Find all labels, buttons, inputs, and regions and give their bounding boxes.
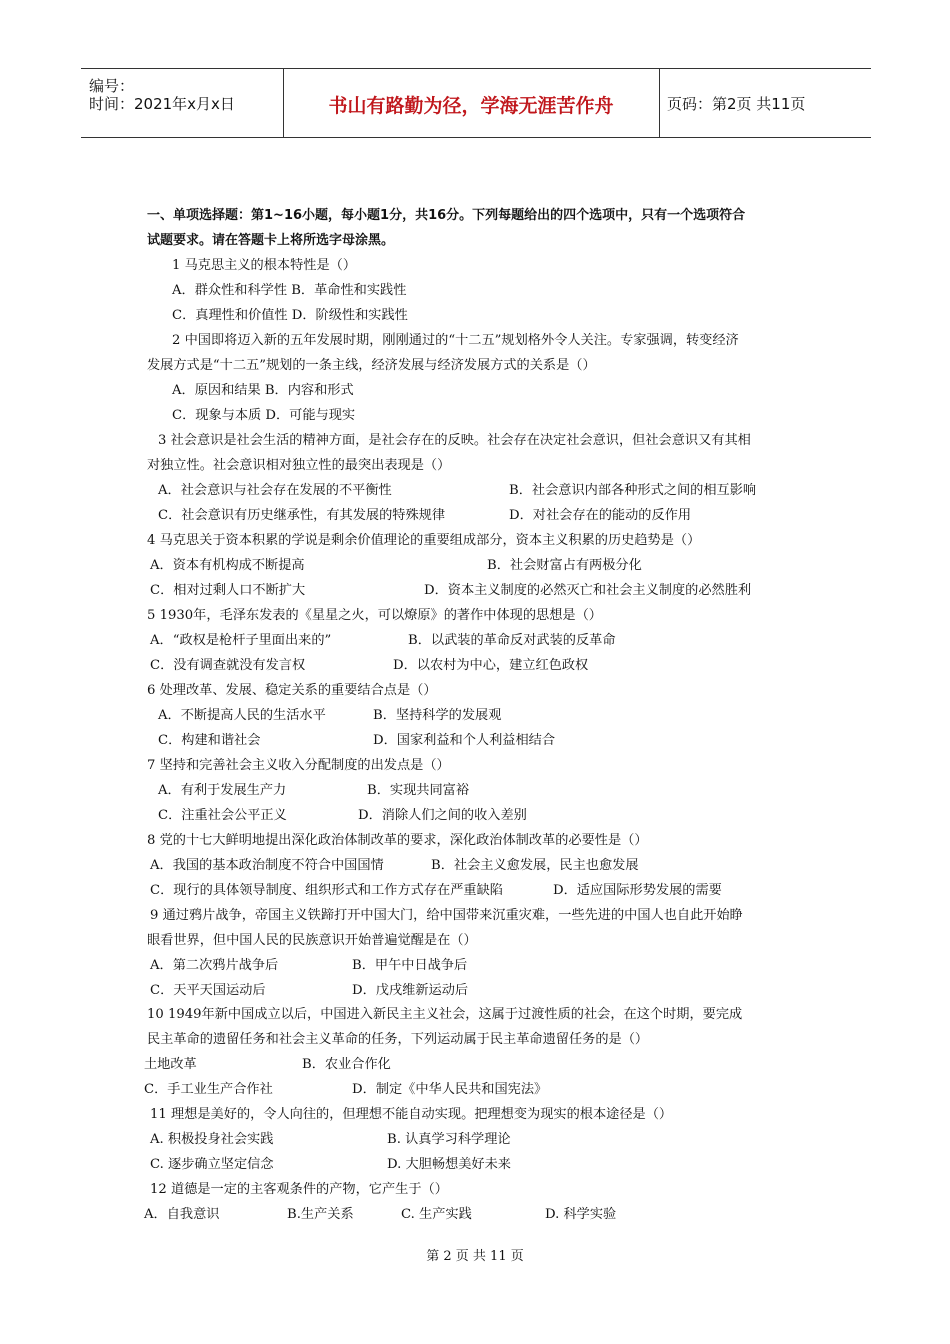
option-6a: A．不断提高人民的生活水平: [158, 708, 326, 723]
option-11b: B. 认真学习科学理论: [387, 1132, 511, 1147]
option-7a: A．有利于发展生产力: [158, 783, 287, 798]
option-3a: A．社会意识与社会存在发展的不平衡性: [158, 483, 392, 498]
option-5c: C．没有调查就没有发言权: [150, 658, 306, 673]
option-8b: B．社会主义愈发展，民主也愈发展: [431, 858, 639, 873]
header-page-cell: [659, 69, 871, 137]
option-8c: C．现行的具体领导制度、组织形式和工作方式存在严重缺陷: [150, 883, 503, 898]
question-3: 3 社会意识是社会生活的精神方面，是社会存在的反映。社会存在决定社会意识，但社会意识又有其相: [158, 433, 751, 448]
option-9d: D．戊戌维新运动后: [352, 983, 469, 998]
option-12b: B.生产关系: [287, 1207, 354, 1222]
question-8: 8 党的十七大鲜明地提出深化政治体制改革的要求，深化政治体制改革的必要性是（）: [147, 833, 648, 848]
header-motto-cell: [283, 69, 660, 137]
option-12c: C. 生产实践: [401, 1207, 472, 1222]
header-page-info: 页码：第2页 共11页: [667, 95, 806, 113]
page-header: [81, 68, 871, 138]
option-11c: C. 逐步确立坚定信念: [150, 1157, 274, 1172]
option-4a: A．资本有机构成不断提高: [150, 558, 305, 573]
option-12a: A．自我意识: [144, 1207, 220, 1222]
option-6d: D．国家利益和个人利益相结合: [373, 733, 556, 748]
option-4d: D．资本主义制度的必然灭亡和社会主义制度的必然胜利: [424, 583, 752, 598]
option-9a: A．第二次鸦片战争后: [150, 958, 279, 973]
options-1a: A．群众性和科学性 B．革命性和实践性: [172, 283, 407, 298]
option-9b: B．甲午中日战争后: [352, 958, 468, 973]
option-9c: C．天平天国运动后: [150, 983, 266, 998]
option-11a: A. 积极投身社会实践: [150, 1132, 274, 1147]
option-3c: C．社会意识有历史继承性，有其发展的特殊规律: [158, 508, 446, 523]
question-7: 7 坚持和完善社会主义收入分配制度的出发点是（）: [147, 758, 450, 773]
option-5b: B．以武装的革命反对武装的反革命: [408, 633, 616, 648]
option-7d: D．消除人们之间的收入差别: [358, 808, 527, 823]
question-5: 5 1930年，毛泽东发表的《星星之火，可以燎原》的著作中体现的思想是（）: [147, 608, 602, 623]
option-7c: C．注重社会公平正义: [158, 808, 287, 823]
section-title: 一、单项选择题：第1~16小题，每小题1分，共16分。下列每题给出的四个选项中，只有一个选项符合: [147, 208, 746, 223]
option-12d: D. 科学实验: [545, 1207, 617, 1222]
options-2b: C．现象与本质 D．可能与现实: [172, 408, 356, 423]
option-6b: B．坚持科学的发展观: [373, 708, 502, 723]
header-motto: 书山有路勤为径，学海无涯苦作舟: [328, 95, 614, 117]
option-10d: D．制定《中华人民共和国宪法》: [352, 1082, 548, 1097]
question-1: 1 马克思主义的根本特性是（）: [172, 258, 357, 273]
question-9-cont: 眼看世界，但中国人民的民族意识开始普遍觉醒是在（）: [147, 933, 477, 948]
option-3b: B．社会意识内部各种形式之间的相互影响: [509, 483, 757, 498]
option-5a: A．“政权是枪杆子里面出来的”: [150, 633, 332, 648]
option-7b: B．实现共同富裕: [367, 783, 470, 798]
document-number-label: 编号：: [89, 77, 135, 95]
question-10: 10 1949年新中国成立以后，中国进入新民主主义社会，这属于过渡性质的社会，在这个时期，要完成: [147, 1007, 743, 1022]
option-8d: D．适应国际形势发展的需要: [553, 883, 722, 898]
option-10a: 土地改革: [144, 1057, 197, 1072]
option-3d: D．对社会存在的能动的反作用: [509, 508, 692, 523]
question-10-cont: 民主革命的遗留任务和社会主义革命的任务，下列运动属于民主革命遗留任务的是（）: [147, 1032, 649, 1047]
question-9: 9 通过鸦片战争，帝国主义铁蹄打开中国大门，给中国带来沉重灾难，一些先进的中国人也自此开始睁: [150, 908, 743, 923]
option-8a: A．我国的基本政治制度不符合中国国情: [150, 858, 384, 873]
page-footer: 第 2 页 共 11 页: [426, 1249, 524, 1264]
options-2a: A．原因和结果 B．内容和形式: [172, 383, 354, 398]
section-title-cont: 试题要求。请在答题卡上将所选字母涂黑。: [147, 233, 395, 248]
option-4c: C．相对过剩人口不断扩大: [150, 583, 306, 598]
option-11d: D. 大胆畅想美好未来: [387, 1157, 511, 1172]
question-12: 12 道德是一定的主客观条件的产物，它产生于（）: [150, 1182, 448, 1197]
question-3-cont: 对独立性。社会意识相对独立性的最突出表现是（）: [147, 458, 451, 473]
option-4b: B．社会财富占有两极分化: [487, 558, 642, 573]
question-2: 2 中国即将迈入新的五年发展时期，刚刚通过的“十二五”规划格外令人关注。专家强调，转变经济: [172, 333, 739, 348]
header-left-cell: [81, 69, 284, 137]
question-2-cont: 发展方式是“十二五”规划的一条主线，经济发展与经济发展方式的关系是（）: [147, 358, 596, 373]
options-1b: C．真理性和价值性 D．阶级性和实践性: [172, 308, 408, 323]
question-11: 11 理想是美好的，令人向往的，但理想不能自动实现。把理想变为现实的根本途径是（）: [150, 1107, 673, 1122]
option-5d: D．以农村为中心，建立红色政权: [393, 658, 589, 673]
option-10c: C．手工业生产合作社: [144, 1082, 273, 1097]
option-6c: C．构建和谐社会: [158, 733, 261, 748]
option-10b: B．农业合作化: [302, 1057, 391, 1072]
question-4: 4 马克思关于资本积累的学说是剩余价值理论的重要组成部分，资本主义积累的历史趋势是（）: [147, 533, 701, 548]
question-6: 6 处理改革、发展、稳定关系的重要结合点是（）: [147, 683, 437, 698]
document-date: 时间：2021年x月x日: [89, 95, 235, 113]
